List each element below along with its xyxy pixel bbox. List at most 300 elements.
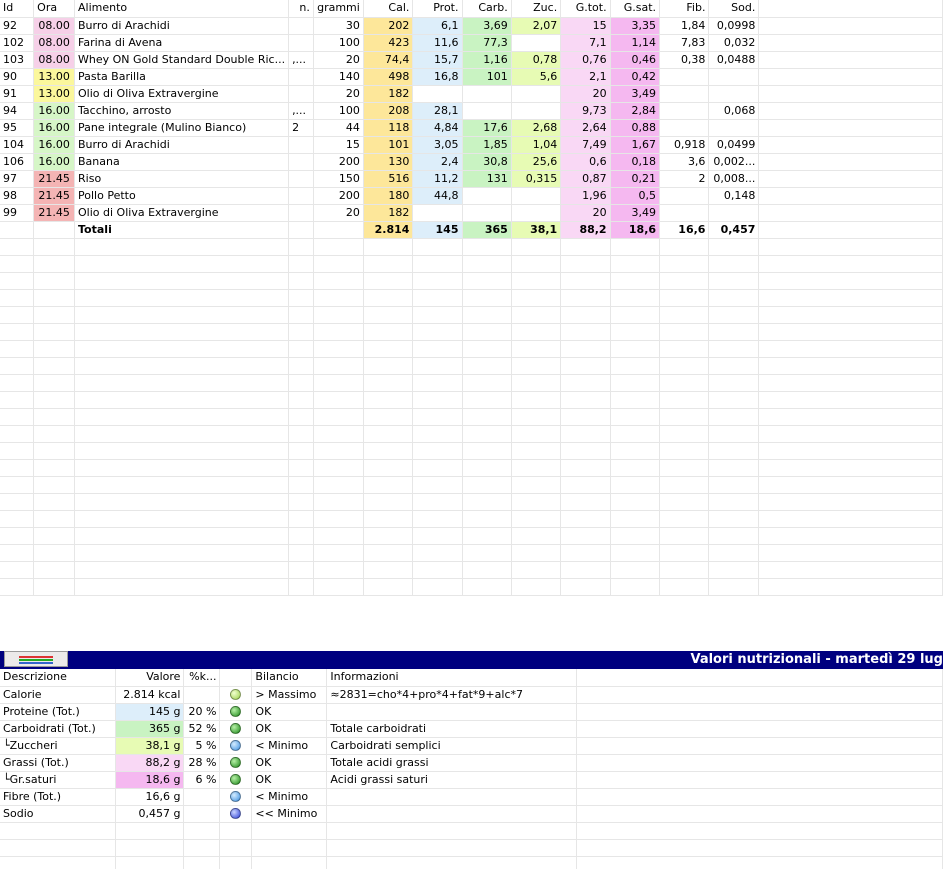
cell-gsat: 3,49 xyxy=(610,85,659,102)
empty-cell xyxy=(709,408,759,425)
empty-row xyxy=(0,822,943,839)
empty-cell xyxy=(0,306,34,323)
nutrition-filler xyxy=(577,703,943,720)
column-header-carb[interactable]: Carb. xyxy=(462,0,511,17)
cell-cal: 101 xyxy=(363,136,413,153)
empty-cell xyxy=(511,289,560,306)
cell-id: 92 xyxy=(0,17,34,34)
cell-carb: 30,8 xyxy=(462,153,511,170)
empty-cell xyxy=(0,493,34,510)
empty-cell xyxy=(363,391,413,408)
cell-alimento: Olio di Oliva Extravergine xyxy=(75,85,289,102)
empty-cell xyxy=(0,408,34,425)
cell-grammi: 20 xyxy=(313,204,363,221)
nutrition-status xyxy=(220,805,252,822)
header-row xyxy=(0,0,943,17)
empty-row xyxy=(0,510,943,527)
empty-cell xyxy=(363,510,413,527)
empty-cell xyxy=(34,425,75,442)
cell-filler xyxy=(759,119,943,136)
empty-cell xyxy=(313,340,363,357)
empty-cell xyxy=(511,306,560,323)
empty-cell xyxy=(660,323,709,340)
empty-cell xyxy=(363,578,413,595)
empty-cell xyxy=(610,544,659,561)
cell-grammi: 200 xyxy=(313,153,363,170)
cell-sod: 0,148 xyxy=(709,187,759,204)
nutrition-description: └Zuccheri xyxy=(0,737,116,754)
column-header-gsat[interactable]: G.sat. xyxy=(610,0,659,17)
cell-alimento: Pollo Petto xyxy=(75,187,289,204)
empty-cell xyxy=(313,255,363,272)
empty-cell xyxy=(0,374,34,391)
empty-cell xyxy=(709,255,759,272)
cell-ora: 21.45 xyxy=(34,170,75,187)
cell-zuc: 25,6 xyxy=(511,153,560,170)
empty-cell xyxy=(660,374,709,391)
nutrition-status xyxy=(220,788,252,805)
empty-cell xyxy=(511,510,560,527)
cell-alimento: Tacchino, arrosto xyxy=(75,102,289,119)
nutrition-balance: OK xyxy=(252,703,327,720)
empty-cell xyxy=(75,510,289,527)
cell-filler xyxy=(759,204,943,221)
cell-filler xyxy=(759,51,943,68)
nutrition-status xyxy=(220,771,252,788)
cell-prot: 3,05 xyxy=(413,136,462,153)
column-header-sod[interactable]: Sod. xyxy=(709,0,759,17)
empty-cell xyxy=(709,323,759,340)
empty-cell xyxy=(184,822,220,839)
empty-cell xyxy=(561,527,610,544)
empty-cell xyxy=(34,561,75,578)
cell-carb: 1,16 xyxy=(462,51,511,68)
cell-gtot: 7,49 xyxy=(561,136,610,153)
cell-ora: 16.00 xyxy=(34,136,75,153)
green-dot-icon xyxy=(230,757,241,768)
total-prot: 145 xyxy=(413,221,462,238)
cell-n: ,... xyxy=(289,102,314,119)
column-header-n[interactable]: n. xyxy=(289,0,314,17)
cell-gsat: 3,35 xyxy=(610,17,659,34)
cell-gsat: 0,21 xyxy=(610,170,659,187)
cell-ora: 13.00 xyxy=(34,85,75,102)
total-gsat: 18,6 xyxy=(610,221,659,238)
empty-cell xyxy=(577,839,943,856)
cell-zuc xyxy=(511,187,560,204)
empty-cell xyxy=(0,272,34,289)
cell-filler xyxy=(759,153,943,170)
cell-prot: 2,4 xyxy=(413,153,462,170)
empty-cell xyxy=(759,306,943,323)
nutrition-row[interactable] xyxy=(0,737,943,754)
nutrition-row[interactable] xyxy=(0,703,943,720)
empty-cell xyxy=(413,527,462,544)
empty-cell xyxy=(660,459,709,476)
cell-n xyxy=(289,153,314,170)
empty-cell xyxy=(660,272,709,289)
empty-cell xyxy=(75,459,289,476)
empty-cell xyxy=(759,238,943,255)
cell-grammi: 44 xyxy=(313,119,363,136)
nutrition-column-header[interactable]: Descrizione xyxy=(0,669,116,686)
empty-cell xyxy=(709,272,759,289)
empty-cell xyxy=(610,578,659,595)
nutrition-value: 2.814 kcal xyxy=(116,686,184,703)
nutrition-row[interactable] xyxy=(0,686,943,703)
cell-n xyxy=(289,136,314,153)
cell-prot: 4,84 xyxy=(413,119,462,136)
empty-cell xyxy=(511,493,560,510)
nutrition-panel-title: Valori nutrizionali - martedì 29 lug xyxy=(690,652,943,667)
cell-ora: 08.00 xyxy=(34,34,75,51)
empty-cell xyxy=(759,459,943,476)
empty-row xyxy=(0,578,943,595)
empty-cell xyxy=(34,527,75,544)
empty-cell xyxy=(759,408,943,425)
empty-cell xyxy=(289,561,314,578)
empty-cell xyxy=(462,340,511,357)
cell-alimento: Burro di Arachidi xyxy=(75,136,289,153)
nutrition-status xyxy=(220,686,252,703)
cell-grammi: 200 xyxy=(313,187,363,204)
empty-cell xyxy=(363,459,413,476)
cell-gtot: 15 xyxy=(561,17,610,34)
nutrition-balance: < Minimo xyxy=(252,788,327,805)
table-row[interactable] xyxy=(0,68,943,85)
cell-sod: 0,0998 xyxy=(709,17,759,34)
column-header-zuc[interactable]: Zuc. xyxy=(511,0,560,17)
cell-gsat: 0,46 xyxy=(610,51,659,68)
empty-cell xyxy=(313,476,363,493)
cell-prot: 11,2 xyxy=(413,170,462,187)
empty-cell xyxy=(363,289,413,306)
green-dot-icon xyxy=(230,774,241,785)
empty-cell xyxy=(289,510,314,527)
empty-cell xyxy=(34,493,75,510)
empty-cell xyxy=(0,561,34,578)
cell-grammi: 20 xyxy=(313,51,363,68)
empty-cell xyxy=(413,306,462,323)
empty-cell xyxy=(462,561,511,578)
nutrition-column-header[interactable]: Valore xyxy=(116,669,184,686)
cell-zuc xyxy=(511,85,560,102)
empty-cell xyxy=(660,408,709,425)
column-header-prot[interactable]: Prot. xyxy=(413,0,462,17)
nutrition-header-filler xyxy=(577,669,943,686)
empty-cell xyxy=(462,493,511,510)
empty-cell xyxy=(709,289,759,306)
cell-n xyxy=(289,170,314,187)
cell-ora: 16.00 xyxy=(34,102,75,119)
empty-cell xyxy=(511,323,560,340)
empty-cell xyxy=(462,255,511,272)
column-header-grammi[interactable]: grammi xyxy=(313,0,363,17)
cell-carb: 3,69 xyxy=(462,17,511,34)
table-row[interactable] xyxy=(0,187,943,204)
empty-cell xyxy=(759,493,943,510)
cell-ora xyxy=(34,221,75,238)
empty-cell xyxy=(363,425,413,442)
cell-carb: 77,3 xyxy=(462,34,511,51)
nutrition-balance: < Minimo xyxy=(252,737,327,754)
empty-cell xyxy=(709,578,759,595)
totals-label: Totali xyxy=(75,221,289,238)
table-row[interactable] xyxy=(0,85,943,102)
cell-carb xyxy=(462,102,511,119)
cell-gtot: 20 xyxy=(561,204,610,221)
total-fib: 16,6 xyxy=(660,221,709,238)
empty-cell xyxy=(0,476,34,493)
nutrition-description: └Gr.saturi xyxy=(0,771,116,788)
panel-tab-icon[interactable] xyxy=(4,651,68,667)
green-dot-icon xyxy=(230,723,241,734)
nutrition-row[interactable] xyxy=(0,771,943,788)
empty-row xyxy=(0,425,943,442)
empty-cell xyxy=(709,544,759,561)
cell-grammi: 100 xyxy=(313,34,363,51)
empty-cell xyxy=(75,289,289,306)
cell-id: 91 xyxy=(0,85,34,102)
empty-cell xyxy=(759,527,943,544)
cell-fib xyxy=(660,187,709,204)
cell-zuc xyxy=(511,204,560,221)
nutrition-column-header[interactable]: Bilancio xyxy=(252,669,327,686)
cell-grammi: 15 xyxy=(313,136,363,153)
empty-cell xyxy=(289,272,314,289)
cell-sod: 0,0488 xyxy=(709,51,759,68)
nutrition-column-header[interactable]: %k... xyxy=(184,669,220,686)
empty-cell xyxy=(462,459,511,476)
column-header-fib[interactable]: Fib. xyxy=(660,0,709,17)
empty-cell xyxy=(0,391,34,408)
empty-cell xyxy=(289,527,314,544)
empty-cell xyxy=(34,442,75,459)
cell-zuc xyxy=(511,34,560,51)
nutrition-description: Calorie xyxy=(0,686,116,703)
table-row[interactable] xyxy=(0,170,943,187)
column-header-gtot[interactable]: G.tot. xyxy=(561,0,610,17)
empty-cell xyxy=(660,544,709,561)
column-header-ora[interactable]: Ora xyxy=(34,0,75,17)
column-header-cal[interactable]: Cal. xyxy=(363,0,413,17)
empty-cell xyxy=(660,238,709,255)
empty-cell xyxy=(313,425,363,442)
empty-cell xyxy=(75,323,289,340)
table-row[interactable] xyxy=(0,34,943,51)
table-row[interactable] xyxy=(0,102,943,119)
empty-cell xyxy=(313,544,363,561)
empty-cell xyxy=(561,561,610,578)
green-dot-icon xyxy=(230,706,241,717)
empty-cell xyxy=(709,425,759,442)
empty-cell xyxy=(462,544,511,561)
empty-cell xyxy=(610,476,659,493)
nutrition-status xyxy=(220,720,252,737)
cell-cal: 423 xyxy=(363,34,413,51)
table-row[interactable] xyxy=(0,153,943,170)
nutrition-description: Fibre (Tot.) xyxy=(0,788,116,805)
cell-cal: 182 xyxy=(363,85,413,102)
empty-cell xyxy=(610,493,659,510)
lightgreen-dot-icon xyxy=(230,689,241,700)
cell-carb xyxy=(462,204,511,221)
nutrition-column-header[interactable] xyxy=(220,669,252,686)
empty-cell xyxy=(511,238,560,255)
nutrition-row[interactable] xyxy=(0,805,943,822)
cell-zuc xyxy=(511,102,560,119)
empty-cell xyxy=(413,459,462,476)
empty-cell xyxy=(462,272,511,289)
empty-cell xyxy=(34,289,75,306)
empty-cell xyxy=(363,527,413,544)
empty-cell xyxy=(0,822,116,839)
empty-cell xyxy=(252,839,327,856)
cell-filler xyxy=(759,85,943,102)
cell-carb: 17,6 xyxy=(462,119,511,136)
column-header-alimento[interactable]: Alimento xyxy=(75,0,289,17)
empty-cell xyxy=(709,306,759,323)
empty-cell xyxy=(75,391,289,408)
empty-cell xyxy=(313,578,363,595)
empty-row xyxy=(0,238,943,255)
cell-prot: 28,1 xyxy=(413,102,462,119)
empty-row xyxy=(0,476,943,493)
empty-cell xyxy=(709,340,759,357)
empty-cell xyxy=(75,374,289,391)
cell-cal: 74,4 xyxy=(363,51,413,68)
cell-grammi: 140 xyxy=(313,68,363,85)
cell-n: 2 xyxy=(289,119,314,136)
empty-cell xyxy=(462,425,511,442)
empty-cell xyxy=(610,323,659,340)
nutrition-row[interactable] xyxy=(0,754,943,771)
table-row[interactable] xyxy=(0,17,943,34)
empty-cell xyxy=(363,255,413,272)
empty-cell xyxy=(413,578,462,595)
empty-cell xyxy=(610,289,659,306)
empty-cell xyxy=(34,510,75,527)
cell-prot: 11,6 xyxy=(413,34,462,51)
empty-cell xyxy=(511,425,560,442)
cell-gsat: 2,84 xyxy=(610,102,659,119)
empty-cell xyxy=(363,561,413,578)
cell-alimento: Pasta Barilla xyxy=(75,68,289,85)
nutrition-column-header[interactable]: Informazioni xyxy=(327,669,577,686)
empty-cell xyxy=(561,442,610,459)
cell-id: 98 xyxy=(0,187,34,204)
nutrition-value: 16,6 g xyxy=(116,788,184,805)
empty-cell xyxy=(610,238,659,255)
nutrition-filler xyxy=(577,737,943,754)
empty-cell xyxy=(313,272,363,289)
empty-cell xyxy=(363,340,413,357)
empty-cell xyxy=(462,374,511,391)
empty-cell xyxy=(413,442,462,459)
nutrition-filler xyxy=(577,771,943,788)
nutrition-value: 88,2 g xyxy=(116,754,184,771)
empty-row xyxy=(0,442,943,459)
table-row[interactable] xyxy=(0,136,943,153)
empty-cell xyxy=(75,238,289,255)
empty-cell xyxy=(34,476,75,493)
nutrition-filler xyxy=(577,720,943,737)
empty-cell xyxy=(759,391,943,408)
nutrition-percent xyxy=(184,805,220,822)
empty-cell xyxy=(363,408,413,425)
empty-cell xyxy=(413,391,462,408)
empty-cell xyxy=(289,323,314,340)
nutrition-row[interactable] xyxy=(0,788,943,805)
empty-cell xyxy=(363,442,413,459)
empty-cell xyxy=(709,357,759,374)
cell-prot xyxy=(413,85,462,102)
empty-cell xyxy=(313,493,363,510)
empty-cell xyxy=(759,442,943,459)
cell-sod: 0,002... xyxy=(709,153,759,170)
empty-cell xyxy=(413,323,462,340)
cell-gtot: 0,87 xyxy=(561,170,610,187)
nutrition-row[interactable] xyxy=(0,720,943,737)
cell-gsat: 1,67 xyxy=(610,136,659,153)
nutrition-status xyxy=(220,703,252,720)
empty-cell xyxy=(363,476,413,493)
column-header-id[interactable]: Id xyxy=(0,0,34,17)
cell-filler xyxy=(759,136,943,153)
empty-cell xyxy=(289,289,314,306)
total-cal: 2.814 xyxy=(363,221,413,238)
cell-carb: 101 xyxy=(462,68,511,85)
empty-cell xyxy=(709,476,759,493)
empty-cell xyxy=(0,544,34,561)
empty-cell xyxy=(660,578,709,595)
blue-dot-icon xyxy=(230,740,241,751)
empty-cell xyxy=(413,340,462,357)
empty-row xyxy=(0,856,943,869)
empty-cell xyxy=(660,527,709,544)
empty-cell xyxy=(660,340,709,357)
empty-row xyxy=(0,306,943,323)
empty-cell xyxy=(511,459,560,476)
empty-cell xyxy=(561,459,610,476)
empty-cell xyxy=(462,476,511,493)
cell-fib xyxy=(660,119,709,136)
empty-cell xyxy=(289,238,314,255)
cell-gtot: 20 xyxy=(561,85,610,102)
empty-cell xyxy=(511,357,560,374)
table-row[interactable] xyxy=(0,119,943,136)
nutrition-balance: << Minimo xyxy=(252,805,327,822)
cell-zuc: 2,68 xyxy=(511,119,560,136)
cell-prot: 16,8 xyxy=(413,68,462,85)
empty-cell xyxy=(610,357,659,374)
empty-cell xyxy=(413,476,462,493)
nutrition-table xyxy=(0,669,943,869)
table-row[interactable] xyxy=(0,51,943,68)
table-row[interactable] xyxy=(0,204,943,221)
cell-alimento: Burro di Arachidi xyxy=(75,17,289,34)
empty-cell xyxy=(34,459,75,476)
empty-cell xyxy=(759,476,943,493)
nutrition-filler xyxy=(577,686,943,703)
empty-cell xyxy=(462,323,511,340)
empty-cell xyxy=(220,822,252,839)
empty-cell xyxy=(413,357,462,374)
empty-cell xyxy=(313,527,363,544)
empty-cell xyxy=(313,357,363,374)
cell-carb: 1,85 xyxy=(462,136,511,153)
empty-cell xyxy=(75,493,289,510)
